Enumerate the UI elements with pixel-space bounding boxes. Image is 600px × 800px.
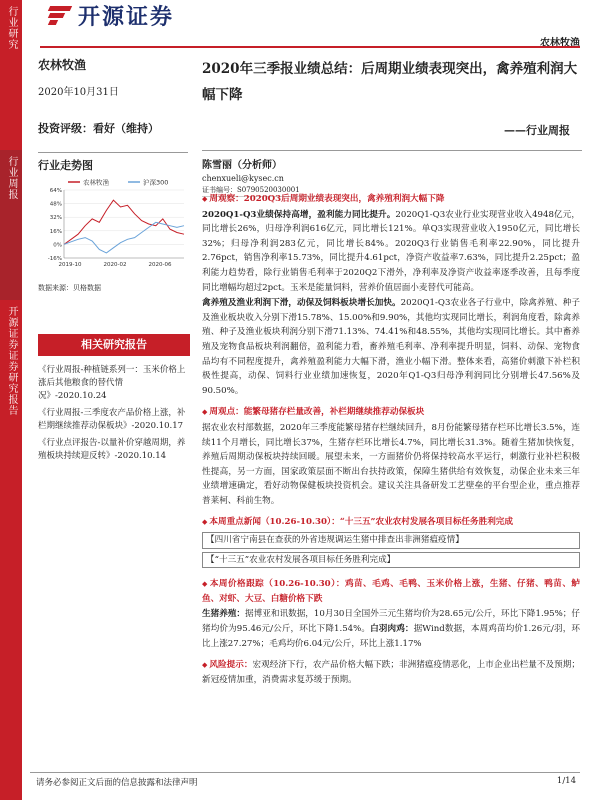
header-divider xyxy=(40,46,580,48)
y-tick-label: 48% xyxy=(49,201,62,208)
trend-chart xyxy=(38,176,188,272)
y-tick-label: 32% xyxy=(49,215,62,222)
brand-name: 开源证券 xyxy=(78,4,175,30)
y-tick-label: -16% xyxy=(47,256,62,262)
paragraph: 生猪养殖：据博亚和讯数据，10月30日全国外三元生猪均价为28.65元/公斤，环比下降1.95%；仔猪均价为95.46元/公斤，环比下降1.54%。白羽肉鸡：据Wind数据，本周鸡苗均价1.26元/羽，环比上涨27.27%；毛鸡均价6.04元/公斤，环比上涨1.17% xyxy=(202,609,580,649)
page-number: 1/14 xyxy=(556,776,576,786)
sector-name: 农林牧渔 xyxy=(38,58,87,72)
diamond-bullet-icon: ◆ xyxy=(202,408,208,417)
paragraph: 据农业农村部数据，2020年三季度能繁母猪存栏继续回升，8月份能繁母猪存栏环比增长3.5%，连续11个月增长，同比增长37%，生猪存栏环比增长4.7%，同比增长31.3%。随着生猪加快恢复，养殖后周期动保板块持续回暖。展望未来，一方面猪价仍将保持较高水平运行，刺激行业补栏积极性提高，另一方面，国家政策层面不断出台扶持政策，保障生猪供给有效恢复，动保企业未来三年业绩增速确定，看好动物保健板块投资机会。建议关注具备研发工艺壁垒的平台型企业，重点推荐普莱柯、科前生物。 xyxy=(202,422,580,506)
report-type: ——行业周报 xyxy=(504,124,570,137)
analyst-name: 陈雪丽（分析师） xyxy=(202,160,282,171)
section-heading: ◆ 本周价格跟踪（10.26-10.30）：鸡苗、毛鸡、毛鸭、玉米价格上涨，生猪、仔猪、鸭苗、鲈鱼、对虾、大豆、白糖价格下跌 xyxy=(202,579,580,604)
analyst-block xyxy=(202,150,582,197)
series-line xyxy=(64,222,184,253)
series-line xyxy=(64,200,184,244)
diamond-bullet-icon: ◆ xyxy=(202,661,208,670)
report-date: 2020年10月31日 xyxy=(38,87,119,98)
side-strip xyxy=(0,0,22,800)
side-segment-research xyxy=(0,0,22,150)
section-heading: ◆ 本周重点新闻（10.26-10.30）：“十三五”农业农村发展各项目标任务胜利完成 xyxy=(202,517,513,528)
side-segment-brand xyxy=(0,300,22,800)
diamond-bullet-icon: ◆ xyxy=(202,580,208,589)
related-reports-header: 相关研究报告 xyxy=(38,334,190,356)
diamond-bullet-icon: ◆ xyxy=(202,195,208,203)
section-heading: ◆ 周观点：能繁母猪存栏量改善，补栏期继续推荐动保板块 xyxy=(202,407,425,418)
footer-divider xyxy=(30,772,580,773)
risk-paragraph: ◆ 风险提示：宏观经济下行，农产品价格大幅下跌；非洲猪瘟疫情恶化，上市企业出栏量不及预期；新冠疫情加重，消费需求复苏缓于预期。 xyxy=(202,660,580,685)
related-report-link[interactable]: 《行业点评报告-以量补价穿越周期，养殖板块持续迎反转》-2020.10.14 xyxy=(38,438,186,461)
analyst-email[interactable]: chenxueli@kysec.cn xyxy=(202,174,284,183)
report-body xyxy=(202,192,580,688)
header-sector-tag: 农林牧渔 xyxy=(540,38,580,49)
trend-chart-title: 行业走势图 xyxy=(38,152,188,173)
side-segment-weekly xyxy=(0,150,22,300)
investment-rating: 投资评级：看好（维持） xyxy=(38,122,159,135)
news-box: 【四川省宁南县在查获的外省违规调运生猪中排查出非洲猪瘟疫情】 xyxy=(202,532,580,549)
x-tick-label: 2019-10 xyxy=(58,262,82,268)
brand-logo-icon xyxy=(46,4,72,26)
legend-label: 农林牧渔 xyxy=(83,178,109,187)
y-tick-label: 64% xyxy=(49,188,62,194)
footer-disclaimer: 请务必参阅正文后面的信息披露和法律声明 xyxy=(36,778,198,788)
legend-label: 沪深300 xyxy=(143,178,169,187)
related-reports-list xyxy=(38,364,190,467)
diamond-bullet-icon: ◆ xyxy=(202,518,208,527)
chart-source: 数据来源：贝格数据 xyxy=(38,284,101,292)
related-report-link[interactable]: 《行业周报-三季度农产品价格上涨，补栏期继续推荐动保板块》-2020.10.17 xyxy=(38,408,186,431)
paragraph: 2020Q1-Q3业绩保持高增，盈利能力同比提升。2020Q1-Q3农业行业实现营业收入4948亿元，同比增长26%，归母净利润616亿元，同比增长121%。单Q3实现营业收入1950亿元，同比增长32%；归母净利润283亿元，同比增长84%。2020Q3行业销售毛利率22.90%，同比提升2.76pct，销售净利率15.73%，同比提升4.61pct，净资产收益率7.63%，同比提升2.25pct；盈利能力趋势看，除行业销售毛利率于2020Q2下滑外，净利率及净资产收益率逐季改善，且每季度同比增幅均超过2pct。玉米是能量饲料，营养价值居面小麦替代可能高。 xyxy=(202,209,580,293)
x-tick-label: 2020-02 xyxy=(103,262,127,268)
side-label-research: 行业研究 xyxy=(6,6,17,50)
meta-column xyxy=(38,56,188,136)
side-label-brand: 开源证券证券研究报告 xyxy=(6,306,17,416)
x-tick-label: 2020-06 xyxy=(148,262,172,268)
analyst-cert: 证书编号：S0790520030001 xyxy=(202,185,322,197)
side-label-weekly: 行业周报 xyxy=(6,156,17,200)
y-tick-label: 0% xyxy=(53,242,62,249)
section-heading: ◆ 周观察：2020Q3后周期业绩表现突出，禽养殖利润大幅下降 xyxy=(202,194,445,204)
brand-logo xyxy=(46,2,174,28)
report-title: 2020年三季报业绩总结：后周期业绩表现突出，禽养殖利润大幅下降 xyxy=(202,61,578,103)
related-report-link[interactable]: 《行业周报-种植链系列一：玉米价格上涨后其他粮食的替代情况》-2020.10.24 xyxy=(38,365,186,401)
trend-chart-svg xyxy=(38,176,188,272)
news-box: 【“十三五”农业农村发展各项目标任务胜利完成】 xyxy=(202,552,580,569)
paragraph: 禽养殖及渔业利润下滑，动保及饲料板块增长加快。2020Q1-Q3农业各子行业中，除禽养殖、种子及渔业板块收入分别下滑15.78%、15.00%和9.90%，其他均实现同比增长，利润角度看，除禽养殖、种子及渔业板块利润分别下滑71.13%、74.41%和48.55%，其他均实现同比增长。其中畜养殖及宠物食品板块利润翻倍，盈利能力看，畜养殖毛利率、净利率提升明显，饲料、动保、宠物食品均有不同程度提升，禽养殖盈利能力大幅下滑，渔业小幅下滑。整体来看，高猪价刺激下补栏积极性提高，动保、饲料行业业绩加速恢复，2020年Q1-Q3归母净利润同比分别增长47.56%及90.50%。 xyxy=(202,298,580,396)
y-tick-label: 16% xyxy=(49,228,62,235)
